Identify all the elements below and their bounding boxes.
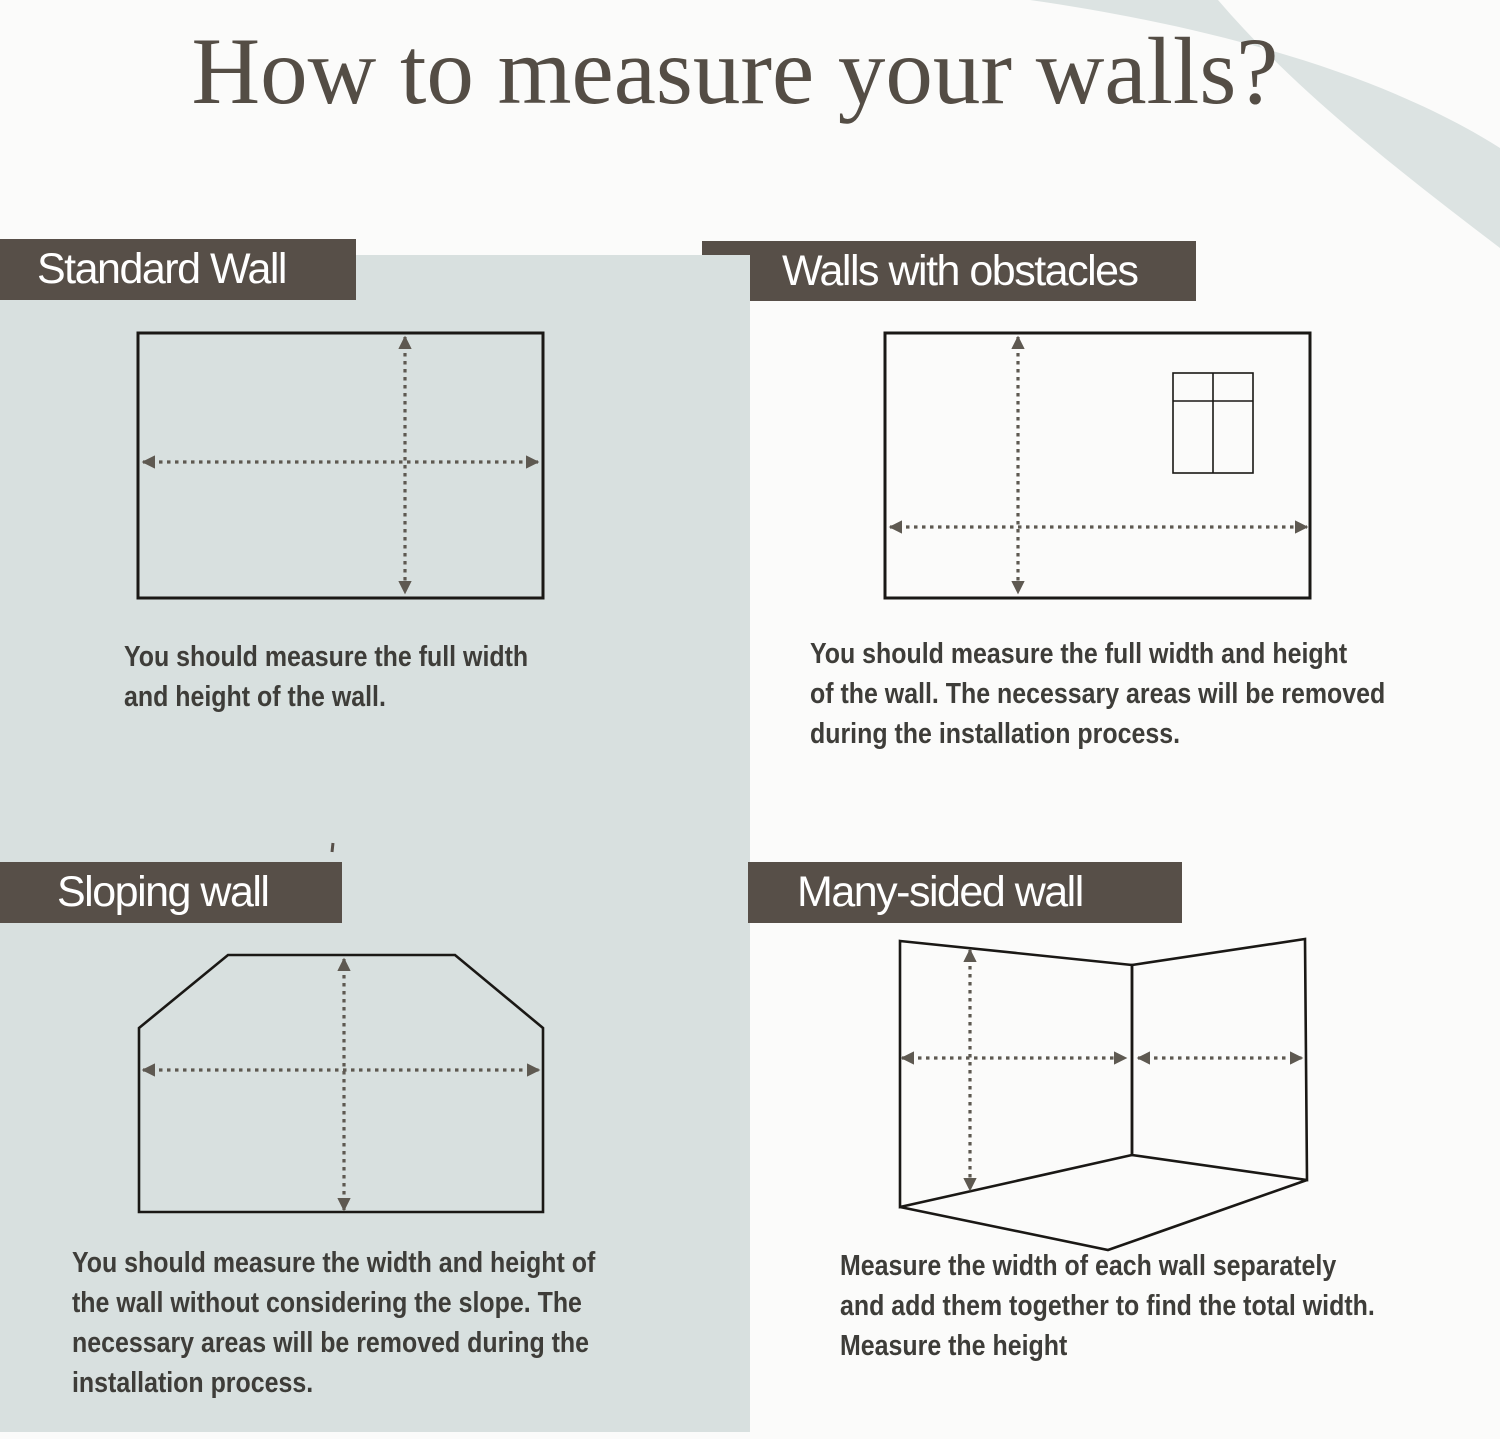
- many-sided-wall-diagram: [885, 928, 1325, 1268]
- description-line: of the wall. The necessary areas will be removed: [810, 678, 1386, 710]
- standard-wall-diagram: [130, 325, 550, 605]
- description-line: You should measure the full width and height: [810, 638, 1348, 670]
- page-title: How to measure your walls?: [191, 18, 1279, 124]
- section-label: Walls with obstacles: [782, 246, 1138, 295]
- window-icon: [1173, 373, 1253, 473]
- description-line: during the installation process.: [810, 718, 1181, 750]
- description-line: Measure the width of each wall separately: [840, 1250, 1337, 1282]
- description-line: Measure the height: [840, 1330, 1068, 1362]
- description-line: and add them together to find the total width.: [840, 1290, 1375, 1322]
- walls-with-obstacles-diagram: [877, 325, 1322, 605]
- left-wall-outline: [900, 941, 1132, 1207]
- description-line: and height of the wall.: [124, 681, 386, 713]
- description-line: You should measure the full width: [124, 641, 529, 673]
- section-header-standard-wall: [0, 239, 356, 300]
- section-label: Many-sided wall: [797, 868, 1083, 916]
- wall-outline: [138, 333, 543, 598]
- section-label: Standard Wall: [37, 245, 286, 293]
- sloping-wall-description: [72, 1243, 595, 1403]
- description-line: the wall without considering the slope. The: [72, 1287, 582, 1319]
- standard-wall-description: [124, 637, 528, 717]
- sloping-wall-diagram: [130, 945, 550, 1225]
- sloped-wall-outline: [139, 955, 543, 1212]
- description-line: You should measure the width and height of: [72, 1247, 596, 1279]
- description-line: installation process.: [72, 1367, 314, 1399]
- section-header-many-sided-wall: [748, 862, 1182, 923]
- description-line: necessary areas will be removed during the: [72, 1327, 590, 1359]
- floor-outline: [900, 1180, 1307, 1250]
- section-header-sloping-wall: [0, 862, 342, 923]
- section-header-walls-with-obstacles: [702, 241, 1196, 301]
- section-label: Sloping wall: [57, 868, 269, 916]
- walls-with-obstacles-description: [810, 634, 1385, 754]
- many-sided-wall-description: [840, 1246, 1375, 1366]
